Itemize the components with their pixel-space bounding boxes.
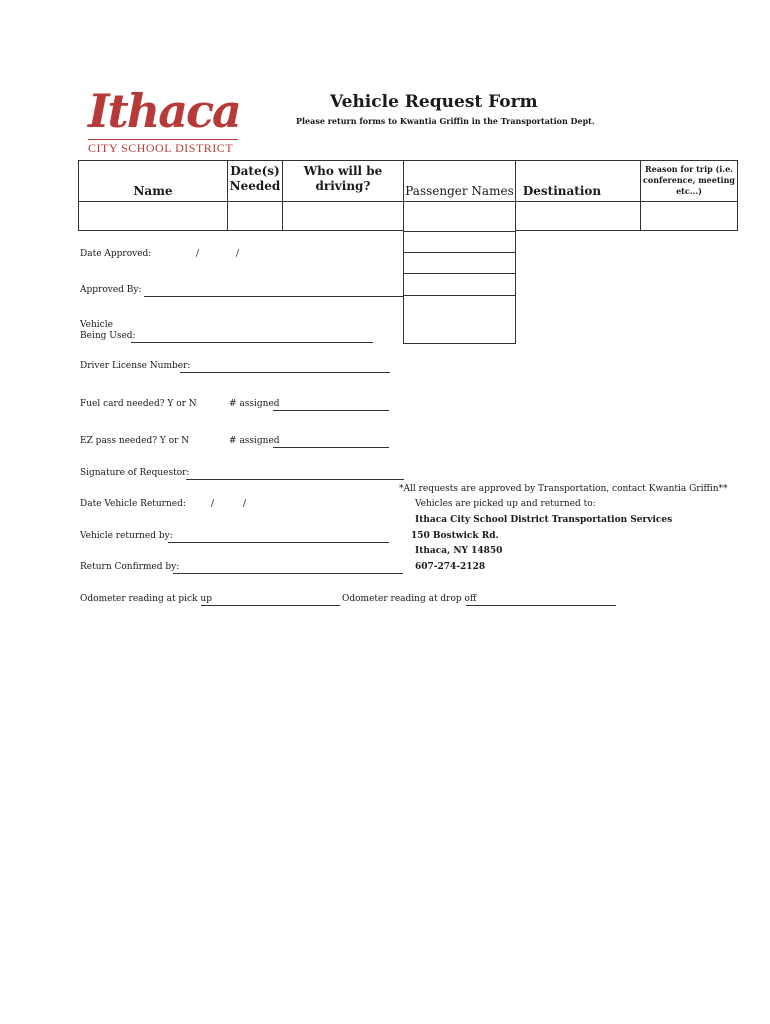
approved-by-field[interactable] bbox=[144, 288, 403, 297]
vehicle-label-line1: Vehicle bbox=[80, 320, 113, 330]
dates-input-cell[interactable] bbox=[227, 201, 283, 231]
transport-city: Ithaca, NY 14850 bbox=[415, 546, 503, 556]
pickup-notice: Vehicles are picked up and returned to: bbox=[415, 499, 596, 509]
form-subtitle: Please return forms to Kwantia Griffin in the Transportation Dept. bbox=[296, 116, 595, 126]
ez-assigned-label: # assigned bbox=[229, 436, 280, 446]
district-logo bbox=[88, 84, 243, 158]
return-confirmed-field[interactable] bbox=[173, 565, 403, 574]
date-approved-separator-2: / bbox=[236, 249, 240, 259]
column-header-dates: Date(s) Needed bbox=[229, 164, 281, 193]
approval-notice: *All requests are approved by Transportation, contact Kwantia Griffin** bbox=[399, 484, 728, 494]
odometer-pickup-field[interactable] bbox=[201, 597, 340, 606]
returned-by-label: Vehicle returned by: bbox=[80, 531, 173, 541]
driver-input-cell[interactable] bbox=[282, 201, 404, 231]
approved-by-label: Approved By: bbox=[80, 285, 142, 295]
fuel-assigned-field[interactable] bbox=[273, 402, 389, 411]
column-header-passengers: Passenger Names bbox=[405, 184, 514, 198]
date-returned-separator-1: / bbox=[211, 499, 215, 509]
date-approved-label: Date Approved: bbox=[80, 249, 152, 259]
logo-subtitle: CITY SCHOOL DISTRICT bbox=[88, 139, 238, 156]
odometer-pickup-label: Odometer reading at pick up bbox=[80, 594, 212, 604]
passenger-input-cell-3[interactable] bbox=[403, 252, 516, 274]
column-header-reason: Reason for trip (i.e. conference, meeting etc...) bbox=[643, 164, 735, 196]
fuel-assigned-label: # assigned bbox=[229, 399, 280, 409]
reason-input-cell[interactable] bbox=[640, 201, 738, 231]
transport-org-name: Ithaca City School District Transportation Services bbox=[415, 515, 673, 525]
name-input-cell[interactable] bbox=[78, 201, 228, 231]
ez-assigned-field[interactable] bbox=[273, 439, 389, 448]
destination-input-cell[interactable] bbox=[515, 201, 641, 231]
passenger-input-cell-2[interactable] bbox=[403, 231, 516, 253]
form-title: Vehicle Request Form bbox=[330, 92, 538, 112]
signature-label: Signature of Requestor: bbox=[80, 468, 190, 478]
date-returned-label: Date Vehicle Returned: bbox=[80, 499, 186, 509]
odometer-dropoff-field[interactable] bbox=[466, 597, 616, 606]
passenger-input-cell-1[interactable] bbox=[403, 201, 516, 232]
return-confirmed-label: Return Confirmed by: bbox=[80, 562, 180, 572]
ez-pass-label: EZ pass needed? Y or N bbox=[80, 436, 190, 446]
logo-wordmark: Ithaca bbox=[88, 84, 240, 138]
driver-license-field[interactable] bbox=[180, 364, 390, 373]
column-header-destination: Destination bbox=[522, 184, 602, 198]
vehicle-label-line2: Being Used: bbox=[80, 331, 136, 341]
driver-license-label: Driver License Number: bbox=[80, 361, 191, 371]
odometer-dropoff-label: Odometer reading at drop off bbox=[342, 594, 477, 604]
passenger-input-cell-4[interactable] bbox=[403, 273, 516, 296]
returned-by-field[interactable] bbox=[168, 534, 389, 543]
passenger-input-cell-5[interactable] bbox=[403, 295, 516, 344]
vehicle-field[interactable] bbox=[131, 334, 373, 343]
date-returned-separator-2: / bbox=[243, 499, 247, 509]
signature-field[interactable] bbox=[186, 471, 404, 480]
fuel-card-label: Fuel card needed? Y or N bbox=[80, 399, 197, 409]
transport-phone: 607-274-2128 bbox=[415, 562, 486, 572]
column-header-driver: Who will be driving? bbox=[303, 164, 383, 193]
date-approved-separator-1: / bbox=[196, 249, 200, 259]
transport-street: 150 Bostwick Rd. bbox=[411, 531, 499, 541]
column-header-name: Name bbox=[133, 184, 173, 198]
